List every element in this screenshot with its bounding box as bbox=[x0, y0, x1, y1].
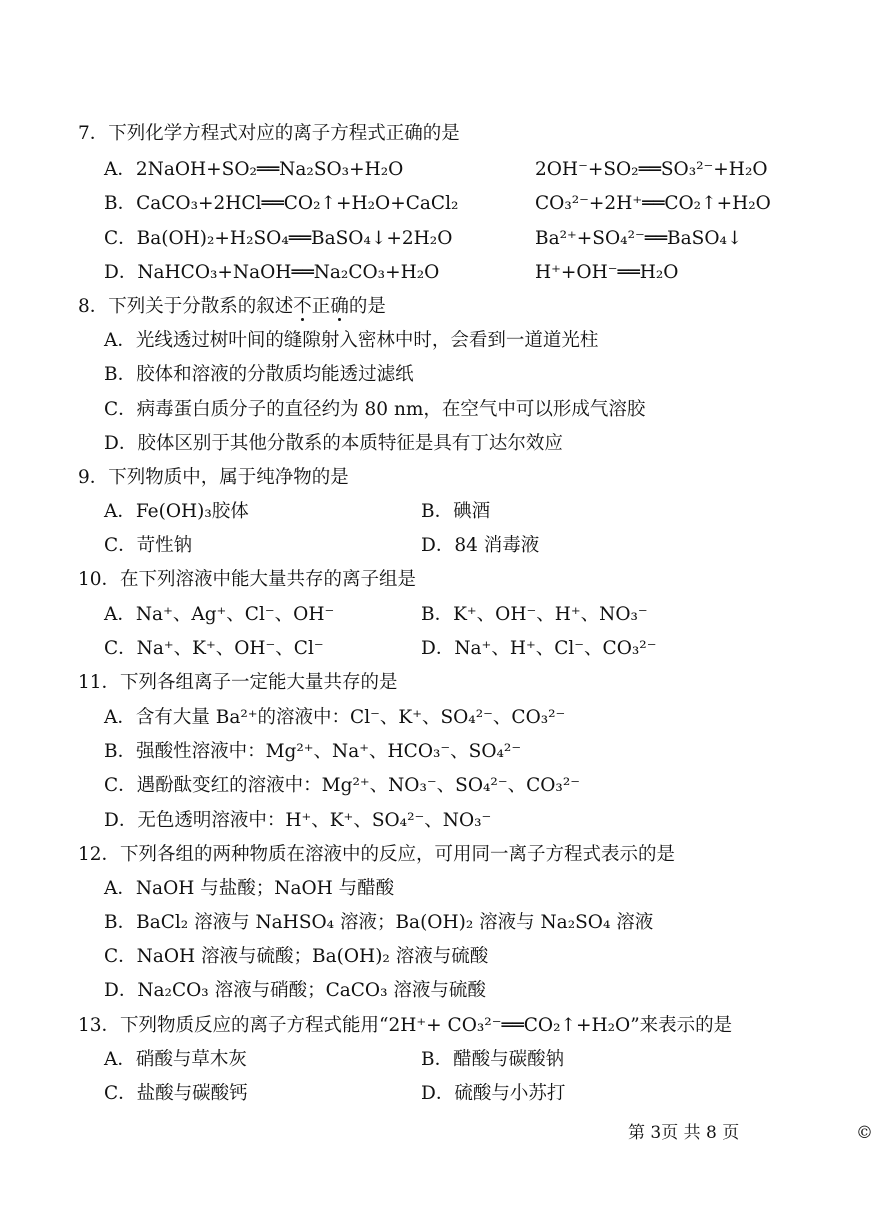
q13-option-a: A．硝酸与草木灰 bbox=[104, 1049, 247, 1070]
q7-option-c-ionic: Ba²⁺+SO₄²⁻══BaSO₄↓ bbox=[535, 228, 743, 249]
q12-option-a: A．NaOH 与盐酸；NaOH 与醋酸 bbox=[104, 878, 395, 899]
q8-option-c: C．病毒蛋白质分子的直径约为 80 nm，在空气中可以形成气溶胶 bbox=[104, 399, 646, 420]
q7-option-b-ionic: CO₃²⁻+2H⁺══CO₂↑+H₂O bbox=[535, 193, 771, 214]
q10-option-d: D．Na⁺、H⁺、Cl⁻、CO₃²⁻ bbox=[421, 638, 657, 659]
q10-option-a: A．Na⁺、Ag⁺、Cl⁻、OH⁻ bbox=[104, 604, 335, 625]
q8-stem-prefix: 8．下列关于分散系的叙述 bbox=[78, 296, 294, 317]
question-12-stem: 12．下列各组的两种物质在溶液中的反应，可用同一离子方程式表示的是 bbox=[78, 844, 676, 865]
q8-option-b: B．胶体和溶液的分散质均能透过滤纸 bbox=[104, 364, 414, 385]
question-13-stem: 13．下列物质反应的离子方程式能用“2H⁺+ CO₃²⁻══CO₂↑+H₂O”来表示的是 bbox=[78, 1015, 733, 1036]
question-10-stem: 10．在下列溶液中能大量共存的离子组是 bbox=[78, 569, 417, 590]
q8-emphasis-char: 不 bbox=[293, 296, 312, 317]
q12-option-c: C．NaOH 溶液与硫酸；Ba(OH)₂ 溶液与硫酸 bbox=[104, 946, 489, 967]
q8-stem-mid: 正 bbox=[311, 296, 331, 317]
q13-option-d: D．硫酸与小苏打 bbox=[421, 1083, 566, 1104]
q9-option-a: A．Fe(OH)₃胶体 bbox=[104, 501, 249, 522]
question-7-stem: 7．下列化学方程式对应的离子方程式正确的是 bbox=[78, 123, 460, 144]
q8-option-a: A．光线透过树叶间的缝隙射入密林中时，会看到一道道光柱 bbox=[104, 330, 599, 351]
page-number: 第 3页 共 8 页 bbox=[628, 1123, 740, 1143]
q11-option-b: B．强酸性溶液中：Mg²⁺、Na⁺、HCO₃⁻、SO₄²⁻ bbox=[104, 741, 522, 762]
q7-option-d-ionic: H⁺+OH⁻══H₂O bbox=[535, 262, 679, 283]
q11-option-d: D．无色透明溶液中：H⁺、K⁺、SO₄²⁻、NO₃⁻ bbox=[104, 810, 492, 831]
q12-option-d: D．Na₂CO₃ 溶液与硝酸；CaCO₃ 溶液与硫酸 bbox=[104, 980, 486, 1001]
q7-option-a-ionic: 2OH⁻+SO₂══SO₃²⁻+H₂O bbox=[535, 159, 768, 180]
q10-option-b: B．K⁺、OH⁻、H⁺、NO₃⁻ bbox=[421, 604, 648, 625]
q8-emphasis-char: 确 bbox=[330, 296, 349, 317]
q8-stem-suffix: 的是 bbox=[348, 296, 386, 317]
q9-option-c: C．苛性钠 bbox=[104, 535, 193, 556]
q12-option-b: B．BaCl₂ 溶液与 NaHSO₄ 溶液；Ba(OH)₂ 溶液与 Na₂SO₄ 溶液 bbox=[104, 912, 654, 933]
q7-option-b: B．CaCO₃+2HCl══CO₂↑+H₂O+CaCl₂ bbox=[104, 193, 459, 214]
q13-option-c: C．盐酸与碳酸钙 bbox=[104, 1083, 248, 1104]
q7-option-c: C．Ba(OH)₂+H₂SO₄══BaSO₄↓+2H₂O bbox=[104, 228, 453, 249]
question-9-stem: 9．下列物质中，属于纯净物的是 bbox=[78, 467, 349, 488]
q8-option-d: D．胶体区别于其他分散系的本质特征是具有丁达尔效应 bbox=[104, 433, 563, 454]
q7-option-a: A．2NaOH+SO₂══Na₂SO₃+H₂O bbox=[104, 159, 404, 180]
edge-mark: © bbox=[856, 1123, 873, 1143]
q10-option-c: C．Na⁺、K⁺、OH⁻、Cl⁻ bbox=[104, 638, 324, 659]
q11-option-a: A．含有大量 Ba²⁺的溶液中：Cl⁻、K⁺、SO₄²⁻、CO₃²⁻ bbox=[104, 707, 566, 728]
q9-option-d: D．84 消毒液 bbox=[421, 535, 540, 556]
question-11-stem: 11．下列各组离子一定能大量共存的是 bbox=[78, 672, 398, 693]
question-8-stem bbox=[78, 292, 386, 322]
q7-option-d: D．NaHCO₃+NaOH══Na₂CO₃+H₂O bbox=[104, 262, 440, 283]
q9-option-b: B．碘酒 bbox=[421, 501, 491, 522]
q13-option-b: B．醋酸与碳酸钠 bbox=[421, 1049, 565, 1070]
q11-option-c: C．遇酚酞变红的溶液中：Mg²⁺、NO₃⁻、SO₄²⁻、CO₃²⁻ bbox=[104, 775, 581, 796]
